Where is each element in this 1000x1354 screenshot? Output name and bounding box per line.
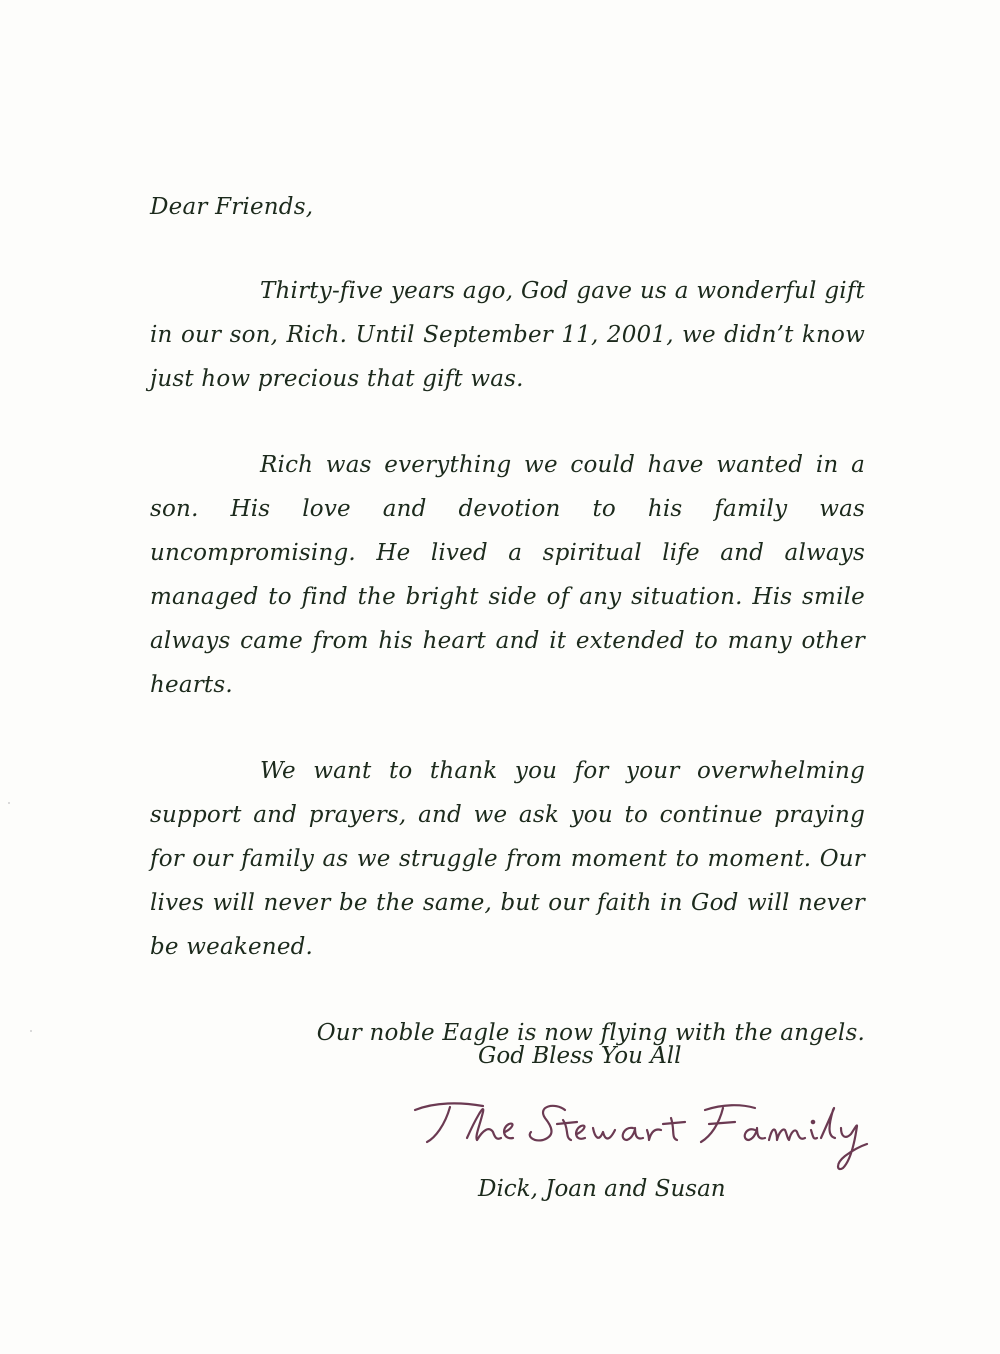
paragraph-1: Thirty-five years ago, God gave us a wonderful gift in our son, Rich. Until September 11, 2001, we didn’t know just how precious that gift was. [150, 278, 865, 392]
signoff: God Bless You All [478, 1043, 682, 1069]
paper-speck [30, 1030, 32, 1032]
handwritten-signature [405, 1080, 885, 1180]
closing-line: Our noble Eagle is now flying with the angels. [316, 1020, 865, 1046]
paper-speck [8, 802, 10, 804]
salutation: Dear Friends, [150, 194, 314, 220]
letter-body [150, 185, 865, 1099]
signers: Dick, Joan and Susan [478, 1176, 726, 1202]
paragraph-2: Rich was everything we could have wanted in a son. His love and devotion to his family was uncompromising. He lived a spiritual life and always managed to find the bright side of any situation. His smile always came from his heart and it extended to many other hearts. [150, 452, 865, 698]
paragraph-3: We want to thank you for your overwhelming support and prayers, and we ask you to continue praying for our family as we struggle from moment to moment. Our lives will never be the same, but our faith in God will never be weakened. [150, 758, 865, 960]
